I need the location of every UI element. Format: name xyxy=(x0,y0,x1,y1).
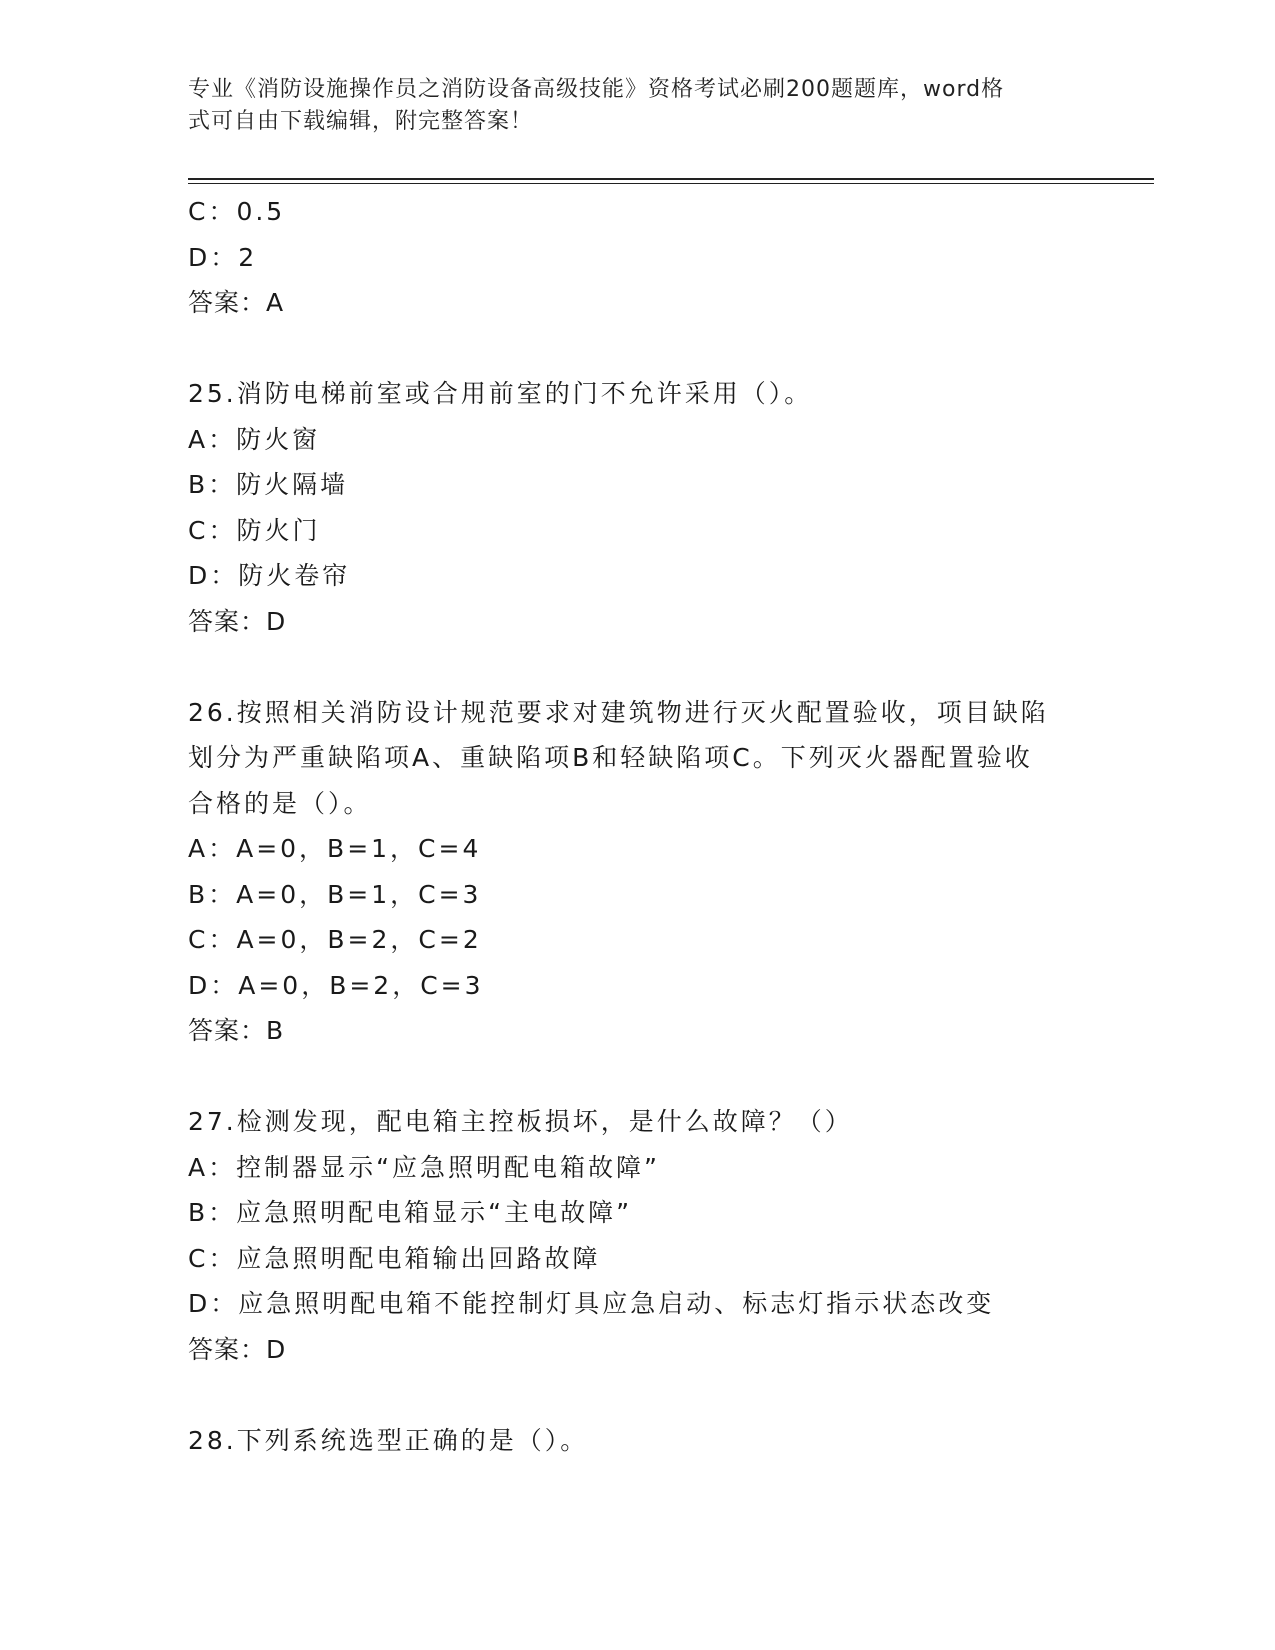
option-c: C：防火门 xyxy=(188,515,321,545)
spacer xyxy=(188,1372,1088,1418)
option-a: A：控制器显示“应急照明配电箱故障” xyxy=(188,1152,661,1182)
spacer xyxy=(188,644,1088,690)
question-list xyxy=(188,189,1088,1463)
option-c: C：0.5 xyxy=(188,197,286,226)
question-stem-line-2: 划分为严重缺陷项A、重缺陷项B和轻缺陷项C。下列灭火器配置验收 xyxy=(188,743,1033,772)
answer: 答案：A xyxy=(188,288,285,317)
document-header xyxy=(188,74,1088,138)
header-divider-thin xyxy=(188,183,1154,184)
question-stem: 28.下列系统选型正确的是（）。 xyxy=(188,1425,589,1455)
answer: 答案：D xyxy=(188,1334,287,1364)
option-a: A：防火窗 xyxy=(188,424,321,454)
spacer xyxy=(188,326,1088,372)
header-divider-thick xyxy=(188,178,1154,180)
option-b: B：A=0，B=1，C=3 xyxy=(188,879,482,909)
answer: 答案：B xyxy=(188,1016,285,1045)
header-line-2: 式可自由下载编辑，附完整答案！ xyxy=(188,109,534,134)
option-d: D：防火卷帘 xyxy=(188,561,351,590)
option-b: B：防火隔墙 xyxy=(188,470,349,499)
header-line-1: 专业《消防设施操作员之消防设备高级技能》资格考试必刷200题题库，word格 xyxy=(188,77,1005,102)
option-d: D：A=0，B=2，C=3 xyxy=(188,970,484,1000)
question-stem-line-3: 合格的是（）。 xyxy=(188,788,372,818)
option-d: D：2 xyxy=(188,242,258,272)
question-stem-line-1: 26.按照相关消防设计规范要求对建筑物进行灭火配置验收，项目缺陷 xyxy=(188,697,1049,727)
question-stem: 27.检测发现，配电箱主控板损坏，是什么故障？（） xyxy=(188,1107,853,1136)
option-a: A：A=0，B=1，C=4 xyxy=(188,834,482,863)
option-c: C：A=0，B=2，C=2 xyxy=(188,925,482,954)
answer: 答案：D xyxy=(188,606,287,636)
option-d: D：应急照明配电箱不能控制灯具应急启动、标志灯指示状态改变 xyxy=(188,1289,995,1318)
option-b: B：应急照明配电箱显示“主电故障” xyxy=(188,1198,633,1227)
option-c: C：应急照明配电箱输出回路故障 xyxy=(188,1243,601,1273)
spacer xyxy=(188,1054,1088,1100)
question-stem: 25.消防电梯前室或合用前室的门不允许采用（）。 xyxy=(188,379,813,408)
